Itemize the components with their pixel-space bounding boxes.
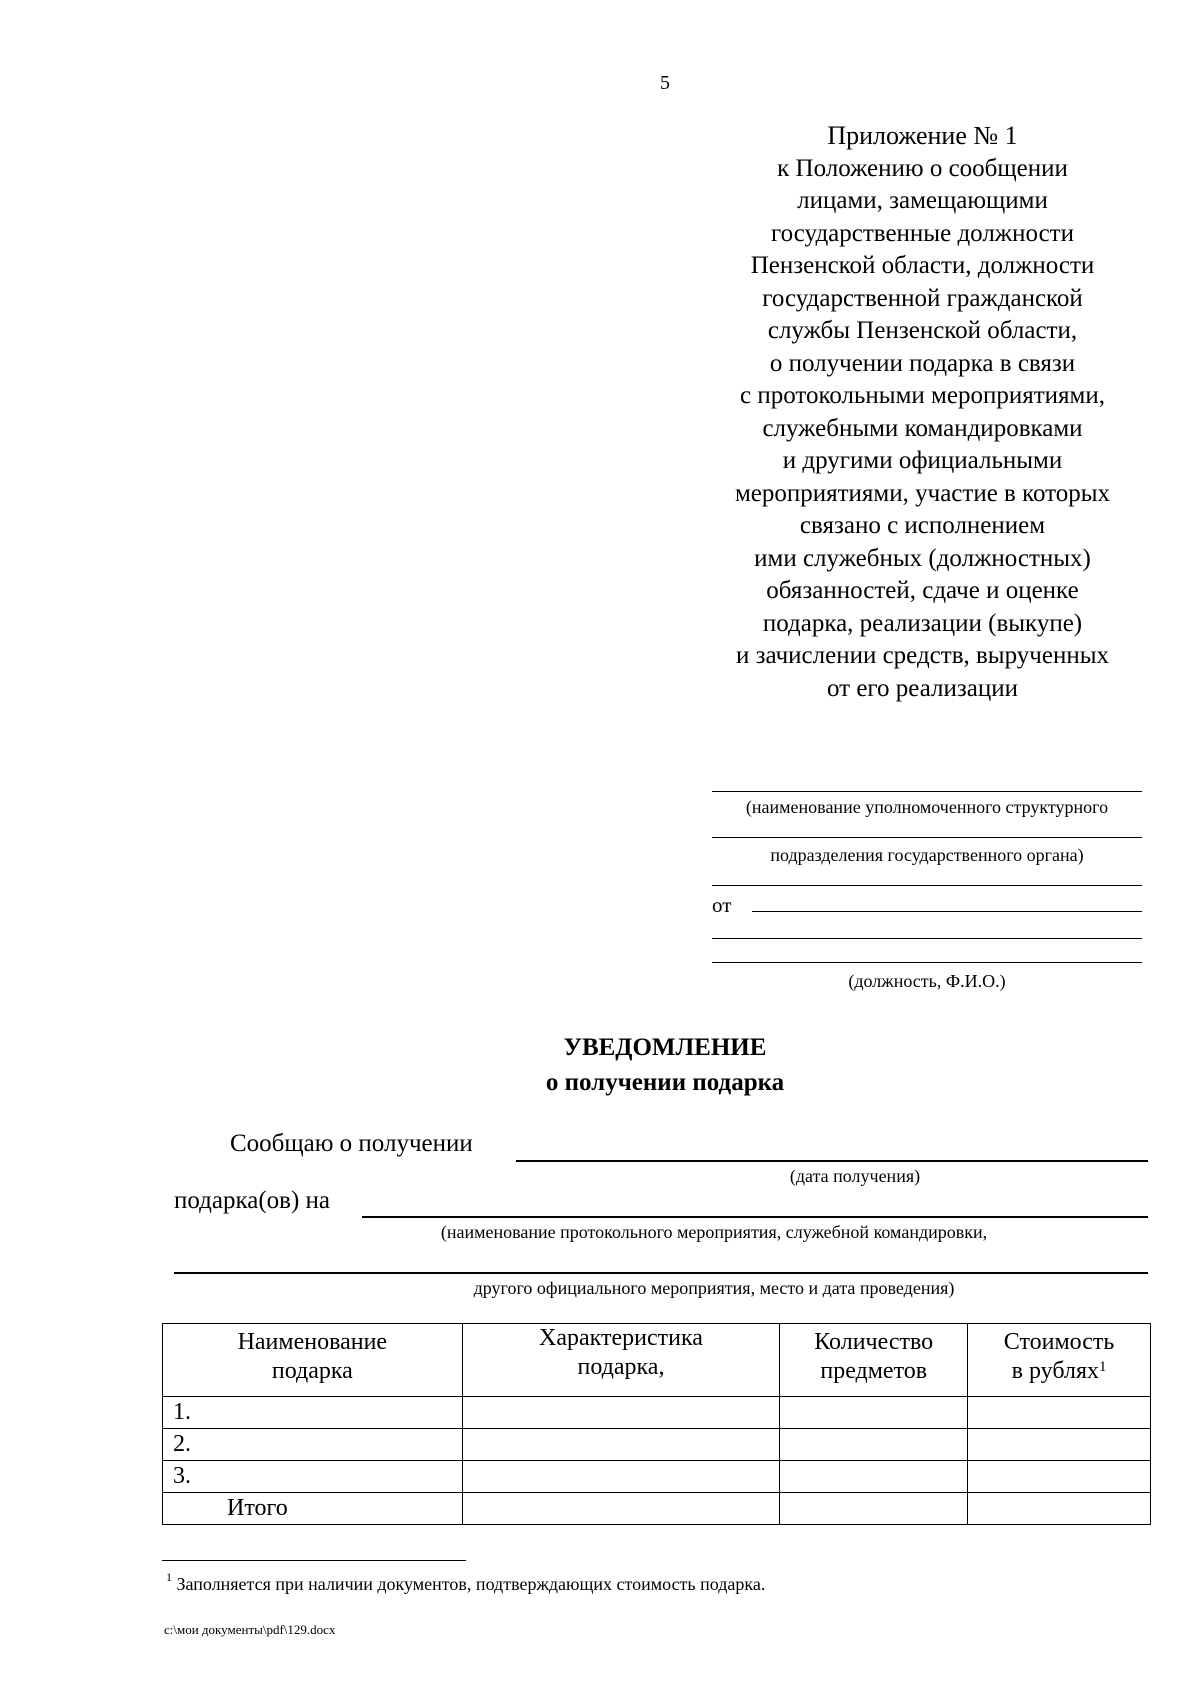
row-number: 1.: [163, 1397, 463, 1429]
table-total-row: [163, 1493, 1151, 1525]
header-line: Наименование: [237, 1329, 388, 1355]
table-cell[interactable]: [780, 1429, 968, 1461]
appendix-line: к Положению о сообщении: [777, 154, 1068, 182]
event-caption-1: (наименование протокольного мероприятия, служебной командировки,: [440, 1222, 988, 1242]
appendix-line: и зачислении средств, вырученных: [735, 642, 1109, 669]
row-number: 2.: [163, 1429, 463, 1461]
footnote-number: 1: [166, 1570, 172, 1584]
header-cost: [968, 1324, 1151, 1397]
gifts-on-text: подарка(ов) на: [174, 1187, 331, 1214]
table-cell[interactable]: [780, 1397, 968, 1429]
header-line: предметов: [820, 1358, 928, 1384]
appendix-line: государственной гражданской: [762, 284, 1083, 312]
caption-authorized-unit: (наименование уполномоченного структурного: [745, 797, 1109, 817]
table-cell[interactable]: [462, 1461, 780, 1493]
header-line: подарка,: [577, 1354, 665, 1380]
appendix-line: связано с исполнением: [799, 512, 1046, 539]
table-row: [163, 1429, 1151, 1461]
appendix-line: лицами, замещающими: [797, 187, 1048, 214]
total-label: Итого: [163, 1493, 463, 1525]
gifts-table: [162, 1323, 1151, 1525]
event-caption-2: другого официального мероприятия, место и дата проведения): [473, 1278, 955, 1298]
appendix-line: и другими официальными: [782, 447, 1063, 474]
appendix-line: с протокольными мероприятиями,: [740, 382, 1105, 409]
table-cell[interactable]: [462, 1397, 780, 1429]
table-cell[interactable]: [968, 1397, 1151, 1429]
appendix-line: ими служебных (должностных): [754, 544, 1091, 572]
addressee-line-4[interactable]: [712, 938, 1142, 939]
table-cell[interactable]: [968, 1461, 1151, 1493]
appendix-line: службы Пензенской области,: [767, 317, 1078, 344]
footnote-separator: [162, 1560, 466, 1561]
notice-subtitle: о получении подарка: [545, 1069, 785, 1096]
from-line[interactable]: [752, 911, 1142, 912]
event-line-1[interactable]: [362, 1216, 1148, 1218]
appendix-line: подарка, реализации (выкупе): [762, 609, 1083, 637]
addressee-line-5[interactable]: [712, 962, 1142, 963]
date-caption: (дата получения): [789, 1166, 921, 1186]
page-number: 5: [660, 72, 670, 94]
addressee-line-1[interactable]: [712, 791, 1142, 792]
footnote: [166, 1572, 765, 1595]
date-received-line[interactable]: [516, 1160, 1148, 1162]
header-line: подарка: [271, 1358, 353, 1384]
header-line: в рублях: [1011, 1358, 1099, 1384]
caption-government-division: подразделения государственного органа): [770, 845, 1084, 865]
event-line-2[interactable]: [174, 1272, 1148, 1274]
notice-title: УВЕДОМЛЕНИЕ: [563, 1034, 767, 1061]
table-row: [163, 1397, 1151, 1429]
table-cell[interactable]: [780, 1461, 968, 1493]
caption-position-name: (должность, Ф.И.О.): [848, 971, 1006, 991]
appendix-line: Приложение № 1: [827, 121, 1018, 150]
appendix-line: обязанностей, сдаче и оценке: [766, 577, 1079, 604]
table-row: [163, 1461, 1151, 1493]
appendix-line: мероприятиями, участие в которых: [734, 479, 1111, 507]
header-line: Характеристика: [539, 1325, 703, 1351]
table-cell[interactable]: [968, 1429, 1151, 1461]
footnote-text: Заполняется при наличии документов, подтверждающих стоимость подарка.: [176, 1574, 766, 1594]
table-cell[interactable]: [780, 1493, 968, 1525]
header-quantity: [780, 1324, 968, 1397]
header-line: Количество: [814, 1329, 934, 1355]
appendix-header: [690, 120, 1155, 705]
table-cell[interactable]: [462, 1493, 780, 1525]
appendix-line: о получении подарка в связи: [769, 349, 1076, 377]
from-label: от: [712, 893, 732, 917]
footnote-mark: 1: [1098, 1359, 1107, 1375]
addressee-line-2[interactable]: [712, 837, 1142, 838]
row-number: 3.: [163, 1461, 463, 1493]
addressee-line-3[interactable]: [712, 885, 1142, 886]
table-header-row: [163, 1324, 1151, 1397]
report-text: Сообщаю о получении: [230, 1130, 473, 1157]
file-path: c:\мои документы\pdf\129.docx: [164, 1622, 336, 1637]
header-line: Стоимость: [1003, 1329, 1115, 1355]
appendix-line: служебными командировками: [762, 414, 1083, 442]
header-gift-description: [462, 1324, 780, 1397]
table-cell[interactable]: [462, 1429, 780, 1461]
appendix-line: Пензенской области, должности: [750, 252, 1095, 279]
appendix-line: государственные должности: [771, 219, 1074, 247]
table-cell[interactable]: [968, 1493, 1151, 1525]
header-gift-name: [163, 1324, 463, 1397]
appendix-line: от его реализации: [826, 674, 1018, 702]
